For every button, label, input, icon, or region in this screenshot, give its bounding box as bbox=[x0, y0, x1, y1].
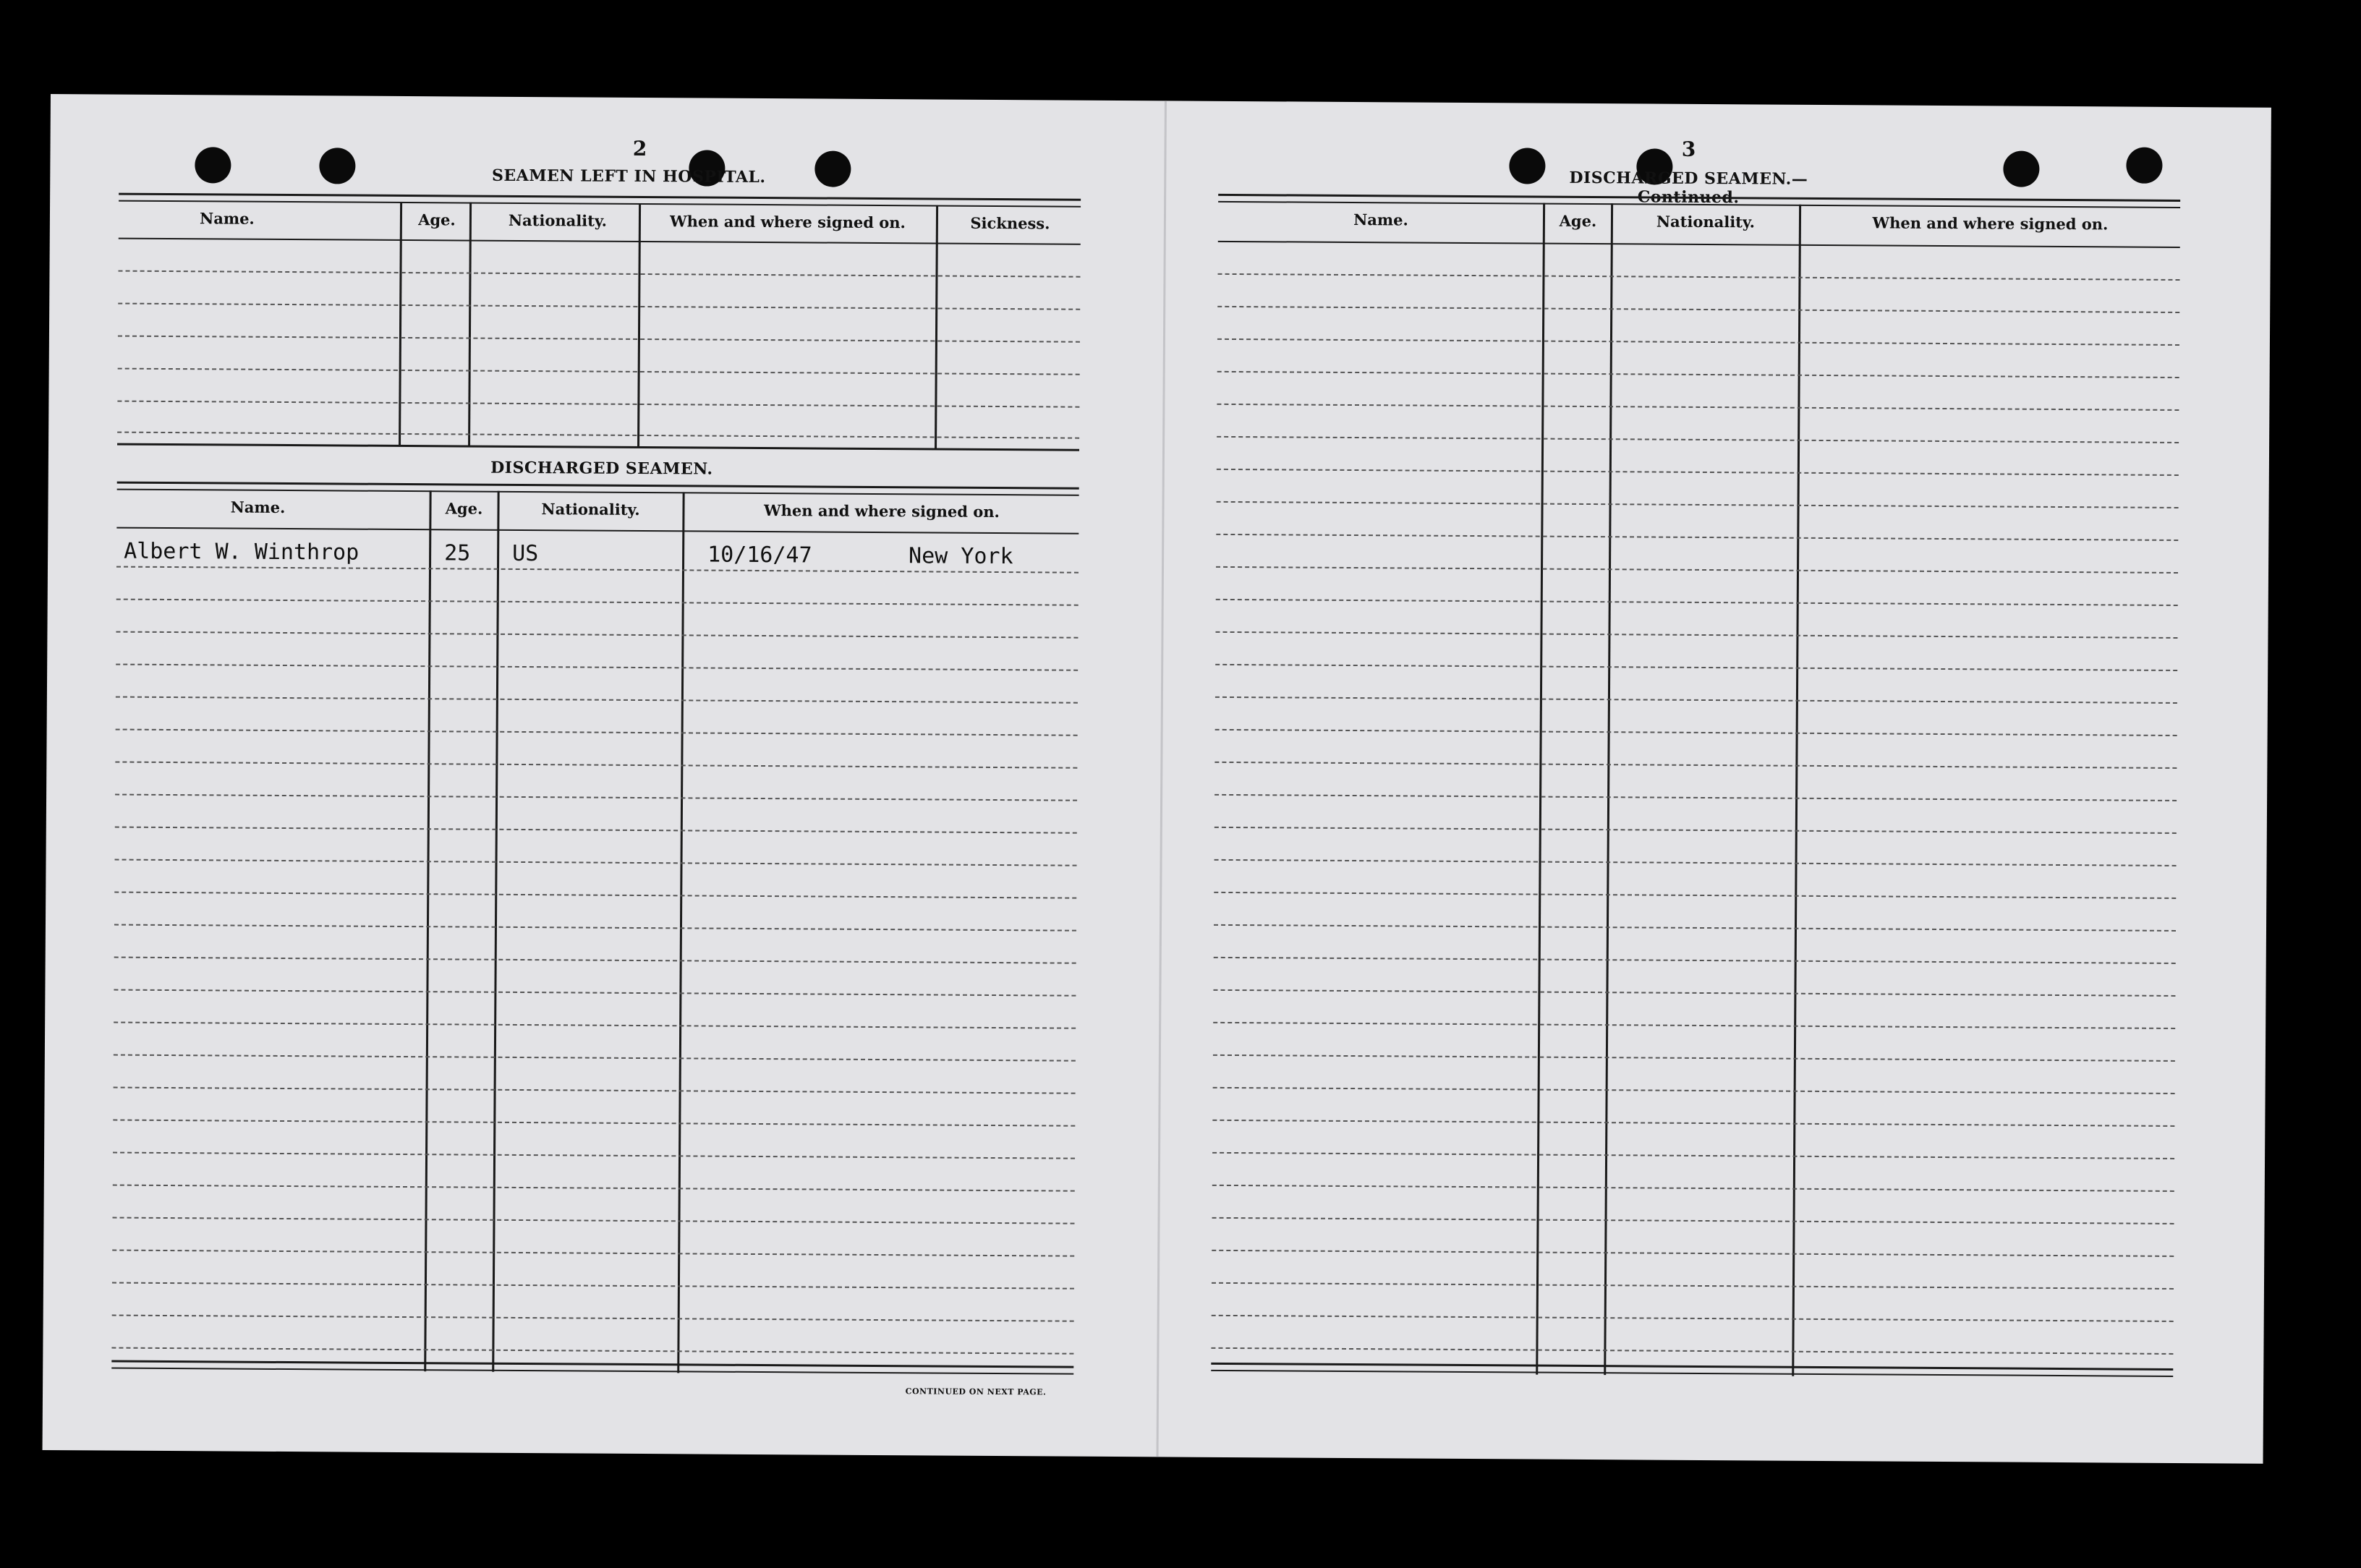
page-number-right: 3 bbox=[1681, 137, 1696, 161]
col-header-signed-on: When and where signed on. bbox=[764, 501, 1000, 521]
hospital-section-title: SEAMEN LEFT IN HOSPITAL. bbox=[491, 166, 766, 187]
seaman-name: Albert W. Winthrop bbox=[124, 538, 360, 566]
continued-note: CONTINUED ON NEXT PAGE. bbox=[905, 1386, 1047, 1397]
signed-on-place: New York bbox=[909, 543, 1013, 570]
col-header-age: Age. bbox=[1559, 211, 1597, 231]
punch-hole bbox=[2003, 150, 2039, 187]
col-header-age: Age. bbox=[445, 499, 483, 518]
punch-hole bbox=[319, 148, 355, 184]
col-header-name: Name. bbox=[200, 209, 255, 228]
seaman-nationality: US bbox=[512, 540, 539, 567]
col-header-signed-on: When and where signed on. bbox=[669, 212, 906, 232]
col-header-nationality: Nationality. bbox=[541, 500, 640, 519]
signed-on-date: 10/16/47 bbox=[707, 542, 812, 568]
col-header-nationality: Nationality. bbox=[508, 210, 608, 230]
col-header-sickness: Sickness. bbox=[970, 213, 1050, 233]
col-header-nationality: Nationality. bbox=[1656, 212, 1756, 231]
discharged-section-title: DISCHARGED SEAMEN. bbox=[490, 458, 713, 479]
discharged-continued-title: DISCHARGED SEAMEN.—Continued. bbox=[1569, 168, 1808, 189]
register-spread bbox=[43, 94, 2271, 1464]
page-fold bbox=[1157, 101, 1167, 1457]
col-header-age: Age. bbox=[418, 210, 456, 229]
punch-hole bbox=[195, 147, 231, 183]
page-number-left: 2 bbox=[632, 136, 647, 161]
col-header-name: Name. bbox=[1353, 210, 1408, 229]
punch-hole bbox=[2126, 148, 2162, 184]
col-header-signed-on: When and where signed on. bbox=[1872, 213, 2109, 234]
seaman-age: 25 bbox=[444, 540, 471, 566]
col-header-name: Name. bbox=[230, 498, 286, 516]
